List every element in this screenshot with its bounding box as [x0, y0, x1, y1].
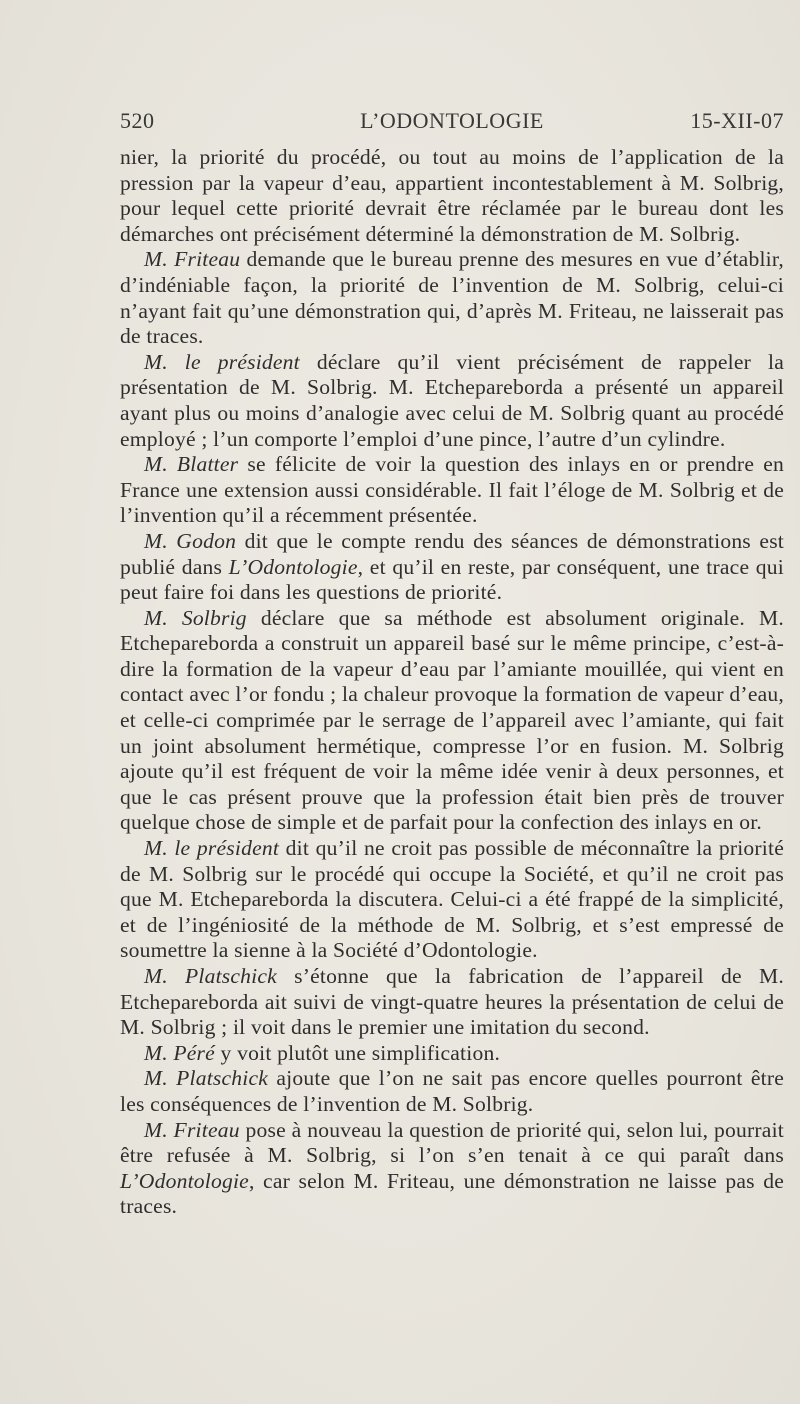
paragraph-text: déclare qu’il vient précisément de rappeler la présentation de M. Solbrig. M. Etchepareborda a présenté un appareil ayant plus ou moins d’analogie avec celui de M. Solbrig quant au procédé employé ; l’un comporte l’emploi d’une pince, l’autre d’un cylindre. — [120, 349, 784, 451]
paragraph-text: déclare que sa méthode est absolument originale. M. Etchepareborda a construit un appareil basé sur le même principe, c’est-à-dire la formation de la vapeur d’eau par l’amiante mouillée, qui vient en contact avec l’or fondu ; la chaleur provoque la formation de vapeur d’eau, et celle-ci comprimée par le serrage de l’appareil avec l’amiante, qui fait un joint absolument hermétique, compresse l’or en fusion. M. Solbrig ajoute qu’il est fréquent de voir la même idée venir à deux personnes, et que le cas présent prouve que la profession était bien près de trouver quelque chose de simple et de parfait pour la confection des inlays en or. — [120, 605, 784, 835]
paragraph-text: , et qu’il en reste, par conséquent, une trace qui peut faire foi dans les questions de priorité. — [120, 554, 784, 605]
paragraph-text: nier, la priorité du procédé, ou tout au moins de l’application de la pression par la vapeur d’eau, appartient incontestablement à M. Solbrig, pour lequel cette priorité devrait être réclamée par le bureau dont les démarches ont précisément déterminé la démonstration de M. Solbrig. — [120, 145, 784, 246]
paragraph — [120, 606, 784, 836]
paragraph-text: pose à nouveau la question de priorité qui, selon lui, pourrait être refusée à M. Solbrig, si l’on s’en tenait à ce qui paraît dans — [120, 1117, 784, 1168]
paragraph-text: dit que le compte rendu des séances de démonstrations est publié dans — [120, 528, 785, 579]
running-head — [120, 108, 784, 138]
speaker-name: M. Friteau — [144, 1117, 240, 1142]
body-text — [120, 145, 784, 1220]
speaker-name: M. Blatter — [144, 452, 239, 477]
paragraph — [120, 247, 784, 349]
journal-reference: L’Odontologie — [228, 554, 358, 579]
paragraph-text: , car selon M. Friteau, une démonstration ne laisse pas de traces. — [120, 1168, 784, 1219]
paragraph — [120, 452, 784, 529]
paragraph-text: ajoute que l’on ne sait pas encore quelles pourront être les conséquences de l’invention de M. Solbrig. — [120, 1066, 785, 1116]
paragraph — [120, 1118, 784, 1220]
speaker-name: M. Platschick — [144, 964, 277, 988]
paragraph-text: y voit plutôt une simplification. — [214, 1040, 501, 1065]
paragraph-text: demande que le bureau prenne des mesures en vue d’établir, d’indéniable façon, la priorité de l’invention de M. Solbrig, celui-ci n’ayant fait qu’une démonstration qui, d’après M. Friteau, ne laisserait pas de traces. — [120, 247, 784, 349]
speaker-name: M. le président — [144, 836, 280, 861]
speaker-name: M. le président — [144, 349, 300, 374]
paragraph-text: dit qu’il ne croit pas possible de méconnaître la priorité de M. Solbrig sur le procédé qui occupe la Société, et qu’il ne croit pas que M. Etchepareborda la discutera. Celui-ci a été frappé de la simplicité, et de l’ingéniosité de la méthode de M. Solbrig, et s’est empressé de soumettre la sienne à la Société d’Odontologie. — [120, 836, 784, 963]
paragraph — [120, 350, 784, 452]
paragraph — [120, 1066, 784, 1117]
speaker-name: M. Péré — [144, 1040, 215, 1065]
speaker-name: M. Solbrig — [144, 605, 247, 630]
paragraph — [120, 529, 784, 606]
issue-date: 15-XII-07 — [690, 108, 784, 133]
journal-reference: L’Odontologie — [120, 1168, 249, 1193]
paragraph — [120, 964, 784, 1041]
paragraph — [120, 1041, 784, 1067]
paragraph — [120, 836, 784, 964]
page-number: 520 — [120, 108, 155, 133]
paragraph-text: se félicite de voir la question des inlays en or prendre en France une extension aussi considérable. Il fait l’éloge de M. Solbrig et de l’invention qu’il a récemment présentée. — [120, 452, 784, 528]
speaker-name: M. Godon — [144, 528, 237, 553]
paragraph — [120, 145, 784, 247]
speaker-name: M. Platschick — [144, 1066, 269, 1091]
journal-title: L’ODONTOLOGIE — [360, 108, 544, 133]
speaker-name: M. Friteau — [144, 247, 241, 272]
paragraph-text: s’étonne que la fabrication de l’appareil de M. Etchepareborda ait suivi de vingt-quatre heures la présentation de celui de M. Solbrig ; il voit dans le premier une imitation du second. — [120, 964, 784, 1040]
